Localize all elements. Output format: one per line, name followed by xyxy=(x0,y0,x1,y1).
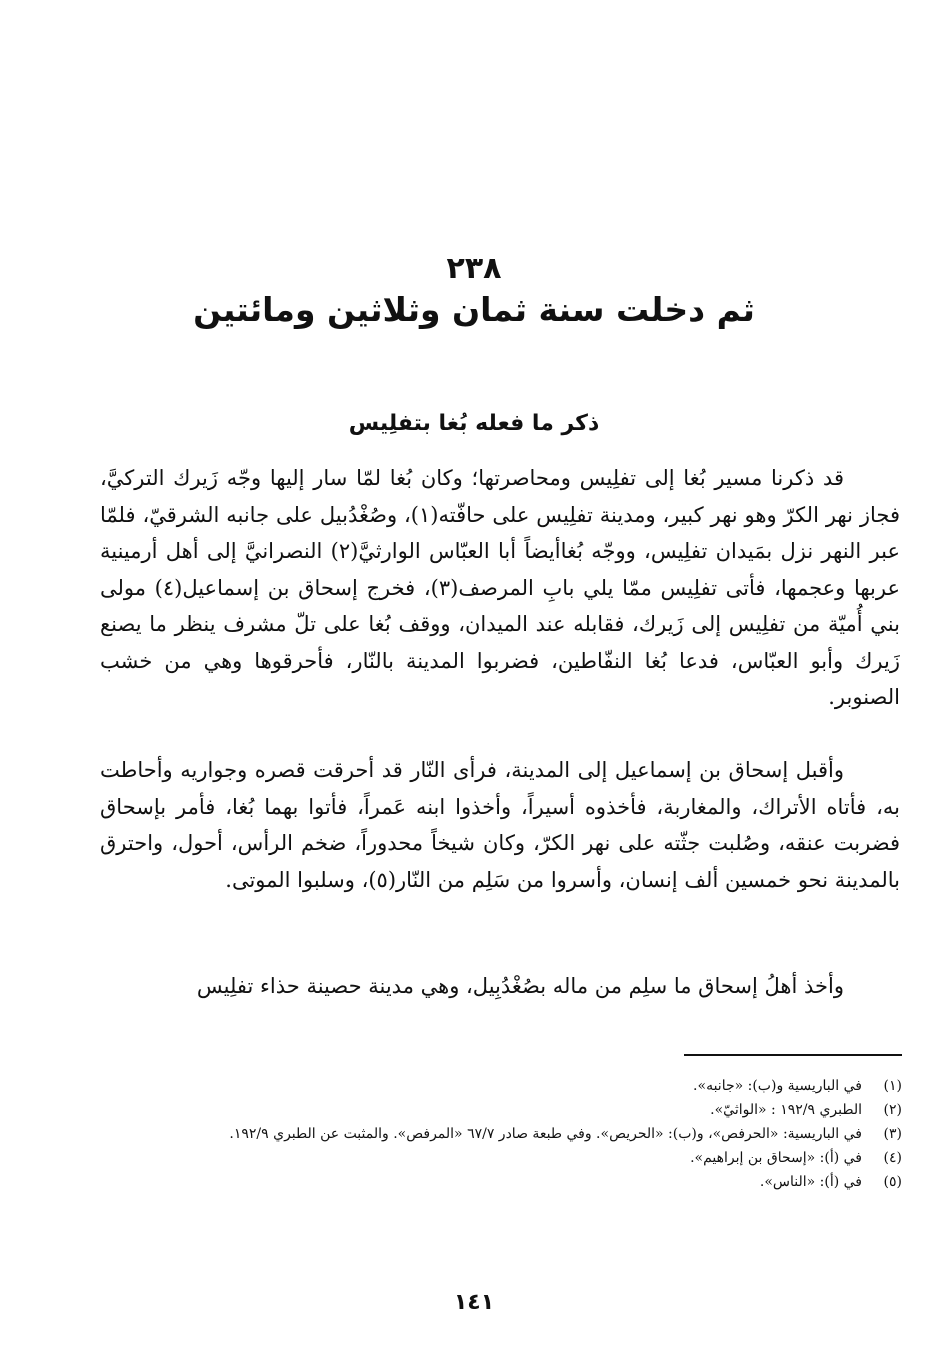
footnote-text: في (أ): «الناس». xyxy=(759,1174,862,1190)
section-heading: ذكر ما فعله بُغا بتفلِيس xyxy=(348,411,600,436)
footnote-item xyxy=(200,1098,902,1122)
footnote-number: (٥) xyxy=(883,1174,902,1190)
paragraph-3 xyxy=(100,968,900,1005)
footnote-text: الطبري ١٩٢/٩ : «الواثيّ». xyxy=(710,1102,862,1118)
year-title: ثم دخلت سنة ثمان وثلاثين ومائتين xyxy=(193,290,755,329)
footnotes-list xyxy=(200,1074,902,1194)
footnote-text: في (أ): «إسحاق بن إبراهيم». xyxy=(690,1150,862,1166)
year-number: ٢٣٨ xyxy=(446,251,502,286)
year-heading-block xyxy=(0,250,948,332)
paragraph-1-text: قد ذكرنا مسير بُغا إلى تفلِيس ومحاصرتها؛ وكان بُغا لمّا سار إليها وجّه زَيرك التركيَّ، فجاز نهر الكرّ وهو نهر كبير، ومدينة تفلِيس على حافّته(١)، وصُغْدُبيل على جانبه الشرقيّ، فلمّا عبر النهر نزل بمَيدان تفلِيس، ووجّه بُغاأيضاً أبا العبّاس الوارثيَّ(٢) النصرانيَّ إلى أهل أرمينية عربها وعجمها، فأتى تفلِيس ممّا يلي بابِ المرصف(٣)، فخرج إسحاق بن إسماعيل(٤) مولى بني أُميّة من تفلِيس إلى زَيرك، فقابله عند الميدان، ووقف بُغا على تلّ مشرف ينظر ما يصنع زَيرك وأبو العبّاس، فدعا بُغا النفّاطين، فضربوا المدينة بالنّار، فأحرقوها وهي من خشب الصنوبر. xyxy=(100,466,900,709)
footnote-number: (٤) xyxy=(883,1150,902,1166)
footnote-item xyxy=(200,1074,902,1098)
page-number: ١٤١ xyxy=(453,1290,495,1315)
footnote-number: (٣) xyxy=(883,1126,902,1142)
paragraph-2 xyxy=(100,752,900,898)
footnote-item xyxy=(200,1146,902,1170)
paragraph-3-text: وأخذ أهلُ إسحاق ما سلِم من ماله بصُغْدُبِيل، وهي مدينة حصينة حذاء تفلِيس xyxy=(196,974,844,998)
paragraph-2-text: وأقبل إسحاق بن إسماعيل إلى المدينة، فرأى النّار قد أحرقت قصره وجواريه وأحاطت به، فأتاه الأتراك، والمغاربة، فأخذوه أسيراً، وأخذوا ابنه عَمراً، فأتوا بهما بُغا، فأمر بإسحاق فضربت عنقه، وصُلبت جثّته على نهر الكرّ، وكان شيخاً محدوراً، ضخم الرأس، أحول، واحترق بالمدينة نحو خمسين ألف إنسان، وأسروا من سَلِم من النّار(٥)، وسلبوا الموتى. xyxy=(100,758,900,892)
footnote-item xyxy=(200,1170,902,1194)
paragraph-1 xyxy=(100,460,900,716)
footnote-separator xyxy=(684,1054,902,1056)
footnote-text: في الباريسية: «الحرفص»، و(ب): «الحريص». وفي طبعة صادر ٦٧/٧ «المرفص». والمثبت عن الطبري ١٩٢/٩. xyxy=(229,1126,862,1142)
footnote-number: (١) xyxy=(883,1078,902,1094)
footnote-text: في الباريسية و(ب): «جانبه». xyxy=(693,1078,862,1094)
footnote-number: (٢) xyxy=(883,1102,902,1118)
footnote-item xyxy=(200,1122,902,1146)
